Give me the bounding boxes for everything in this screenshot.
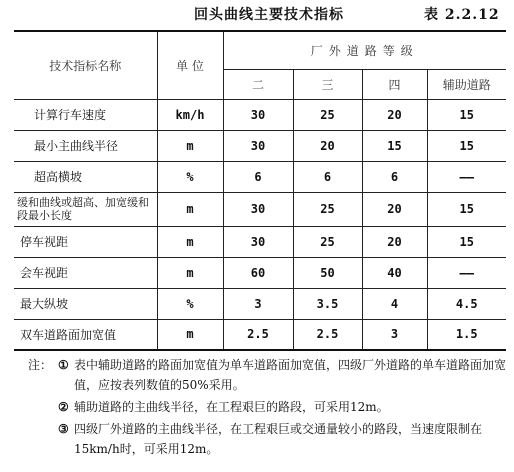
- row-name: 缓和曲线或超高、加宽缓和段最小长度: [14, 192, 157, 226]
- note-text: 辅助道路的主曲线半径，在工程艰巨的路段，可采用12m。: [74, 400, 389, 414]
- table-notes: [28, 355, 508, 461]
- cell-value: 3.5: [293, 288, 362, 319]
- cell-value: 60: [223, 257, 293, 288]
- cell-value: ——: [427, 257, 506, 288]
- row-unit: km/h: [157, 99, 223, 130]
- note-marker: ①: [58, 358, 69, 372]
- cell-value: 20: [362, 99, 427, 130]
- cell-value: 4: [362, 288, 427, 319]
- table-row: [14, 257, 506, 288]
- note-text: 四级厂外道路的主曲线半径，在工程艰巨或交通量较小的路段，当速度限制在15km/h时，可采用12m。: [74, 422, 483, 456]
- row-name: 双车道路面加宽值: [14, 319, 157, 350]
- note-item: [28, 397, 508, 417]
- table-row: [14, 226, 506, 257]
- row-name: 超高横坡: [14, 161, 157, 192]
- note-text: 表中辅助道路的路面加宽值为单车道路面加宽值，四级厂外道路的单车道路面加宽值，应按表列数值的50%采用。: [74, 358, 507, 392]
- row-unit: %: [157, 161, 223, 192]
- cell-value: 20: [362, 226, 427, 257]
- cell-value: 15: [362, 130, 427, 161]
- cell-value: 6: [223, 161, 293, 192]
- row-unit: %: [157, 288, 223, 319]
- row-unit: m: [157, 130, 223, 161]
- row-name: 计算行车速度: [14, 99, 157, 130]
- table-title: 回头曲线主要技术指标: [194, 7, 344, 23]
- cell-value: 6: [362, 161, 427, 192]
- cell-value: 2.5: [223, 319, 293, 350]
- table-row: [14, 192, 506, 226]
- row-name: 最大纵坡: [14, 288, 157, 319]
- cell-value: 50: [293, 257, 362, 288]
- header-grade: 四: [362, 69, 427, 99]
- cell-value: 6: [293, 161, 362, 192]
- cell-value: 15: [427, 192, 506, 226]
- note-marker: ②: [58, 400, 69, 414]
- cell-value: 20: [362, 192, 427, 226]
- cell-value: 30: [223, 99, 293, 130]
- cell-value: 20: [293, 130, 362, 161]
- row-name: 停车视距: [14, 226, 157, 257]
- cell-value: 30: [223, 130, 293, 161]
- cell-value: 15: [427, 226, 506, 257]
- cell-value: 15: [427, 99, 506, 130]
- cell-value: 3: [223, 288, 293, 319]
- header-name: 技术指标名称: [14, 31, 157, 99]
- cell-value: 40: [362, 257, 427, 288]
- note-item: [28, 419, 508, 459]
- header-grade: 辅助道路: [427, 69, 506, 99]
- cell-value: 25: [293, 99, 362, 130]
- row-unit: m: [157, 257, 223, 288]
- table-row: [14, 288, 506, 319]
- header-unit: 单 位: [157, 31, 223, 99]
- row-unit: m: [157, 226, 223, 257]
- cell-value: 2.5: [293, 319, 362, 350]
- note-marker: ③: [58, 422, 69, 436]
- cell-value: ——: [427, 161, 506, 192]
- table-row: [14, 130, 506, 161]
- table-number: 表 2.2.12: [424, 7, 500, 23]
- cell-value: 25: [293, 192, 362, 226]
- header-group: 厂外道路等级: [223, 31, 506, 69]
- table-row: [14, 99, 506, 130]
- header-grade: 二: [223, 69, 293, 99]
- row-name: 最小主曲线半径: [14, 130, 157, 161]
- cell-value: 3: [362, 319, 427, 350]
- cell-value: 4.5: [427, 288, 506, 319]
- row-name: 会车视距: [14, 257, 157, 288]
- cell-value: 30: [223, 226, 293, 257]
- row-unit: m: [157, 319, 223, 350]
- table-row: [14, 161, 506, 192]
- cell-value: 25: [293, 226, 362, 257]
- table-row: [14, 319, 506, 350]
- table-title-bar: [0, 4, 514, 24]
- cell-value: 1.5: [427, 319, 506, 350]
- technical-indicators-table: [14, 30, 506, 351]
- note-item: [28, 355, 508, 395]
- header-grade: 三: [293, 69, 362, 99]
- notes-prefix: 注：: [28, 358, 53, 372]
- cell-value: 15: [427, 130, 506, 161]
- row-unit: m: [157, 192, 223, 226]
- cell-value: 30: [223, 192, 293, 226]
